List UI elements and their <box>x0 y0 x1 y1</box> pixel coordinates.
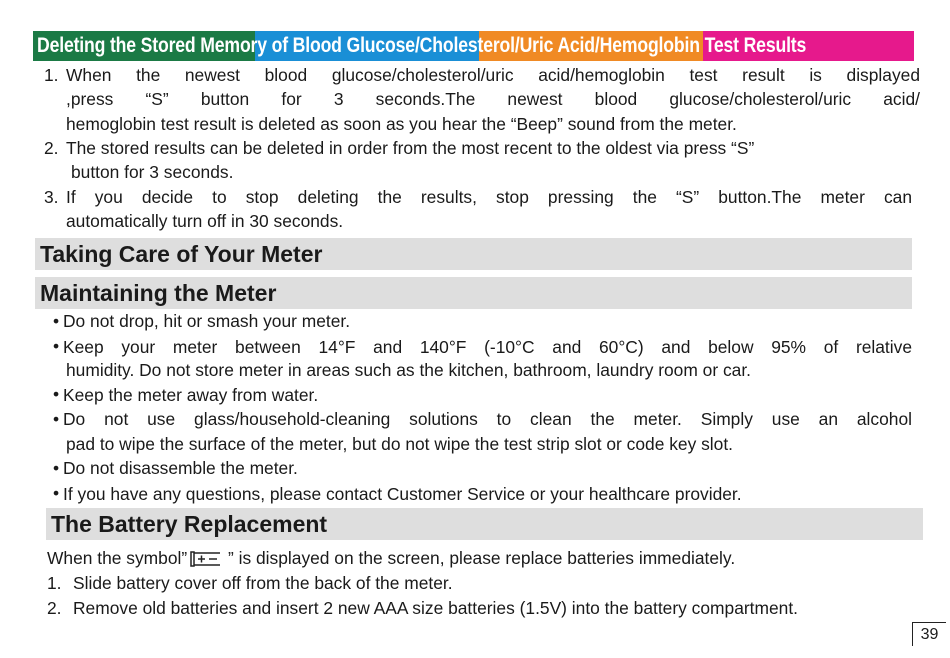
bullet-dot: • <box>53 409 60 429</box>
delete-step-2-line-2: button for 3 seconds. <box>71 162 234 182</box>
bullet-dot: • <box>53 384 60 404</box>
maintain-bullet-1: Do not drop, hit or smash your meter. <box>63 311 351 331</box>
maintain-bullet-5: Do not disassemble the meter. <box>63 458 298 478</box>
section-heading-maintain: Maintaining the Meter <box>35 277 912 309</box>
battery-step-2-num: 2. <box>47 598 62 618</box>
delete-step-1-line-1: When the newest blood glucose/cholesterol/uric acid/hemoglobin test result is displayed <box>66 65 920 85</box>
maintain-bullet-6: If you have any questions, please contact Customer Service or your healthcare provider. <box>63 484 742 504</box>
maintain-bullet-2-line-1: Keep your meter between 14°F and 140°F (-10°C and 60°C) and below 95% of relative <box>63 337 912 357</box>
battery-low-icon <box>190 551 220 567</box>
maintain-bullet-3: Keep the meter away from water. <box>63 385 319 405</box>
delete-step-3-line-2: automatically turn off in 30 seconds. <box>66 211 344 231</box>
delete-step-1-line-2: ,press “S” button for 3 seconds.The newest blood glucose/cholesterol/uric acid/ <box>66 89 920 109</box>
delete-step-1-line-3: hemoglobin test result is deleted as soon as you hear the “Beep” sound from the meter. <box>66 114 737 134</box>
delete-step-1-num: 1. <box>44 65 59 85</box>
battery-intro <box>47 548 735 568</box>
bullet-dot: • <box>53 483 60 503</box>
battery-intro-before: When the symbol” <box>47 548 188 568</box>
maintain-bullet-4-line-2: pad to wipe the surface of the meter, but do not wipe the test strip slot or code key slot. <box>66 434 734 454</box>
delete-step-2-line-1: The stored results can be deleted in order from the most recent to the oldest via press “S” <box>66 138 755 158</box>
battery-step-1-num: 1. <box>47 573 62 593</box>
battery-step-2-text: Remove old batteries and insert 2 new AAA size batteries (1.5V) into the battery compartment. <box>73 598 798 618</box>
maintain-bullet-2-line-2: humidity. Do not store meter in areas such as the kitchen, bathroom, laundry room or car. <box>66 360 751 380</box>
battery-intro-after: ” is displayed on the screen, please replace batteries immediately. <box>223 548 736 568</box>
section-heading-care: Taking Care of Your Meter <box>35 238 912 270</box>
header-banner <box>33 31 914 61</box>
bullet-dot: • <box>53 336 60 356</box>
delete-step-3-line-1: If you decide to stop deleting the results, stop pressing the “S” button.The meter can <box>66 187 912 207</box>
maintain-bullet-4-line-1: Do not use glass/household-cleaning solutions to clean the meter. Simply use an alcohol <box>63 409 912 429</box>
page-title: Deleting the Stored Memory of Blood Glucose/Cholesterol/Uric Acid/Hemoglobin Test Results <box>37 34 807 57</box>
battery-step-1-text: Slide battery cover off from the back of the meter. <box>73 573 453 593</box>
section-heading-battery: The Battery Replacement <box>46 508 923 540</box>
bullet-dot: • <box>53 311 60 331</box>
page-number: 39 <box>912 622 946 646</box>
bullet-dot: • <box>53 458 60 478</box>
delete-step-2-num: 2. <box>44 138 59 158</box>
delete-step-3-num: 3. <box>44 187 59 207</box>
